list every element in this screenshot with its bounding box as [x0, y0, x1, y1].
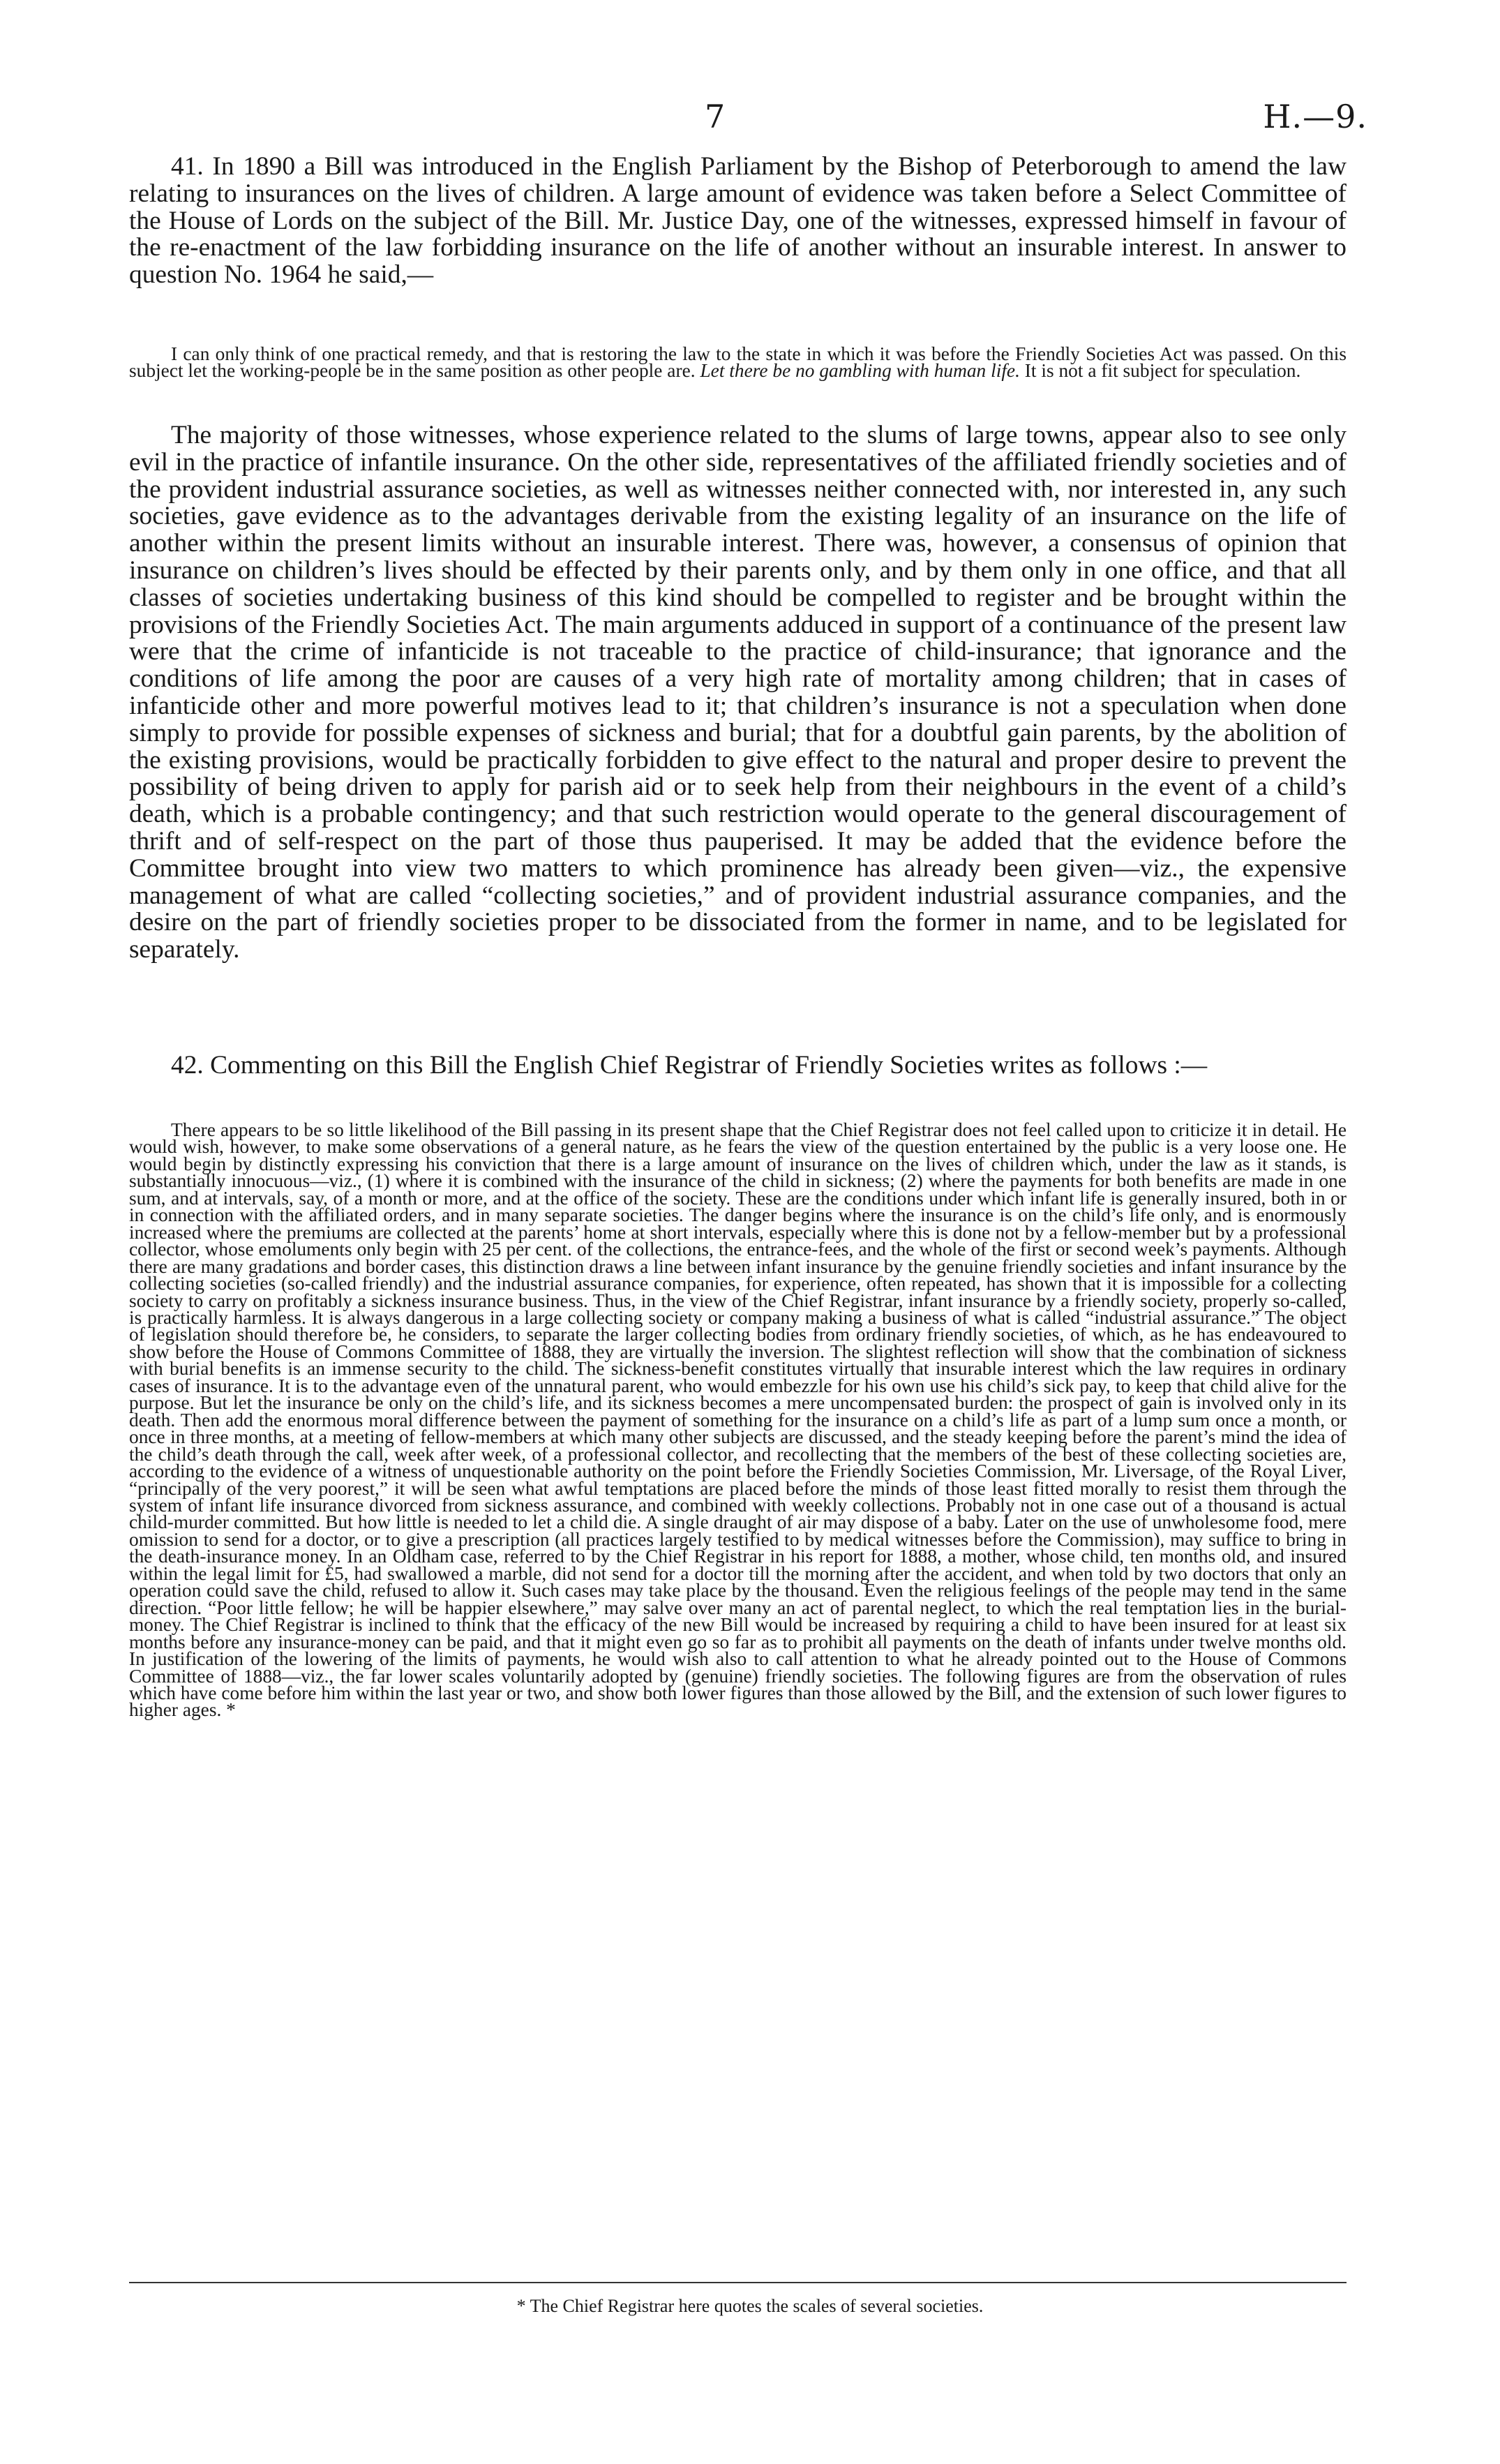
quote-text: There appears to be so little likelihood of the Bill passing in its present shape that the Chief Registrar does not feel called upon to criticize it in detail. He would wish, however, to make some observations of a general nature, as he fears the view of the question entertained by the public is a very loose one. He would begin by distinctly expressing his conviction that there is a large amount of insurance on the lives of children which, under the law as it stands, is substantially innocuous—viz., (1) where it is combined with the insurance of the child in sickness; (2) where the payments for both benefits are made in one sum, and at intervals, say, of a month or more, and at the office of the society. These are the conditions under which infant life is generally insured, both in or in connection with the affiliated orders, and in many separate societies. The danger begins where the insurance is on the child’s life only, and is enormously increased where the premiums are collected at the parents’ home at short intervals, especially where this is done not by a fellow-member but by a professional collector, whose emoluments only begin with 25 per cent. of the collections, the entrance-fees, and the whole of the first or second week’s payments. Although there are many gradations and border cases, this distinction draws a line between infant insurance by the genuine friendly societies and infant insurance by the collecting societies (so-called friendly) and the industrial assurance companies, for experience, often repeated, has shown that it is impossible for a collecting society to carry on profitably a sickness insurance business. Thus, in the view of the Chief Registrar, infant insurance by a friendly society, properly so-called, is practically harmless. It is always dangerous in a large collecting society or company making a business of what is called “industrial assurance.” The object of legislation should therefore be, he considers, to separate the larger collecting bodies from ordinary friendly societies, of which, as he has endeavoured to show before the House of Commons Committee of 1888, they are virtually the inversion. The slightest reflection will show that the combination of sickness with burial benefits is an immense security to the child. The sickness-benefit constitutes virtually that insurable interest which the law requires in ordinary cases of insurance. It is to the advantage even of the unnatural parent, who would embezzle for his own use his child’s sick pay, to keep that child alive for the purpose. But let the insurance be only on the child’s life, and its sickness becomes a mere uncompensated burden: the prospect of gain is involved only in its death. Then add the enormous moral difference between the payment of something for the insurance on a child’s life as part of a lump sum once a month, or once in three months, at a meeting of fellow-members at which many other subjects are discussed, and the steady keeping before the parent’s mind the idea of the child’s death through the call, week after week, of a professional collector, and recollecting that the members of the best of these collecting societies are, according to the evidence of a witness of unquestionable authority on the point before the Friendly Societies Commission, Mr. Liversage, of the Royal Liver, “principally of the very poorest,” it will be seen what awful temptations are placed before the minds of those least fitted morally to resist them through the system of infant life insurance divorced from sickness assurance, and combined with weekly collections. Probably not in one case out of a thousand is actual child-murder committed. But how little is needed to let a child die. A single draught of air may dispose of a baby. Later on the use of unwholesome food, mere omission to send for a doctor, or to give a prescription (all practices largely testified to by medical witnesses before the Commission), may suffice to bring in the death-insurance money. In an Oldham case, referred to by the Chief Registrar in his report for 1888, a mother, whose child, ten months old, and insured within the legal limit for £5, had swallowed a marble, did not send for a doctor till the morning after the accident, and when told by two doctors that only an operation could save the child, refused to allow it. Such cases may take place by the thousand. Even the religious feelings of the people may tend in the same direction. “Poor little fellow; he will be happier elsewhere,” may salve over many an act of parental neglect, to which the real temptation lies in the burial-money. The Chief Registrar is inclined to think that the efficacy of the new Bill would be increased by requiring a child to have been insured for at least six months before any insurance-money can be paid, and that it might even go so far as to prohibit all payments on the death of infants under twelve months old. In justification of the lowering of the limits of payments, he would wish also to call attention to what he already pointed out to the House of Commons Committee of 1888—viz., the far lower scales voluntarily adopted by (genuine) friendly societies. The following figures are from the observation of rules which have come before him within the last year or two, and show both lower figures than those allowed by the Bill, and the extension of such lower figures to higher ages. * [129, 1119, 1347, 1721]
quotation-chief-registrar [129, 1121, 1347, 1719]
page-number: 7 [705, 98, 726, 135]
footnote: * The Chief Registrar here quotes the scales of several societies. [516, 2296, 984, 2316]
quote-italic-text: Let there be no gambling with human life. [700, 360, 1020, 382]
paragraph-number: 42. [171, 1051, 204, 1080]
quote-text: I can only think of one practical remedy, and that is restoring the law to the state in which it was before the Friendly Societies Act was passed. On this subject let the working-people be in the same position as other people are. [129, 343, 1347, 382]
footnote-divider [129, 2282, 1347, 2283]
paragraph-text: The majority of those witnesses, whose experience related to the slums of large towns, appear also to see only evil in the practice of infantile insurance. On the other side, representatives of the affiliated friendly societies and of the provident industrial assurance societies, as well as witnesses neither connected with, nor interested in, any such societies, gave evidence as to the advantages derivable from the existing legality of an insurance on the life of another within the present limits without an insurable interest. There was, however, a consensus of opinion that insurance on children’s lives should be effected by their parents only, and by them only in one office, and that all classes of societies undertaking business of this kind should be compelled to register and be brought within the provisions of the Friendly Societies Act. The main arguments adduced in support of a continuance of the present law were that the crime of infanticide is not traceable to the practice of child-insurance; that ignorance and the conditions of life among the poor are causes of a very high rate of mortality among children; that in cases of infanticide other and more powerful motives lead to it; that children’s insurance is not a speculation when done simply to provide for possible expenses of sickness and burial; that for a doubtful gain parents, by the abolition of the existing provisions, would be practically forbidden to give effect to the natural and proper desire to prevent the possibility of being driven to apply for parish aid or to seek help from their neighbours in the event of a child’s death, which is a probable contingency; and that such restriction would operate to the general discouragement of thrift and of self-respect on the part of those thus pauperised. It may be added that the evidence before the Committee brought into view two matters to which prominence has already been given—viz., the expensive management of what are called “collecting societies,” and of provident industrial assurance companies, and the desire on the part of friendly societies proper to be dissociated from the former in name, and to be legislated for separately. [129, 421, 1347, 964]
paragraph-text: In 1890 a Bill was introduced in the English Parliament by the Bishop of Peterborough to amend the law relating to insurances on the lives of children. A large amount of evidence was taken before a Select Committee of the House of Lords on the subject of the Bill. Mr. Justice Day, one of the witnesses, expressed himself in favour of the re-enactment of the law forbidding insurance on the life of another without an insurable interest. In answer to question No. 1964 he said,— [129, 152, 1347, 290]
document-reference: H.—9. [1263, 98, 1367, 135]
quotation-justice-day [129, 345, 1347, 380]
quote-text-end: It is not a fit subject for speculation. [1019, 360, 1301, 382]
paragraph-42 [129, 1052, 1347, 1080]
paragraph-text: Commenting on this Bill the English Chief Registrar of Friendly Societies writes as follows :— [210, 1051, 1208, 1080]
paragraph-number: 41. [171, 152, 204, 181]
page-header [0, 98, 1500, 147]
paragraph-41 [129, 154, 1347, 289]
paragraph-41-continued [129, 422, 1347, 964]
